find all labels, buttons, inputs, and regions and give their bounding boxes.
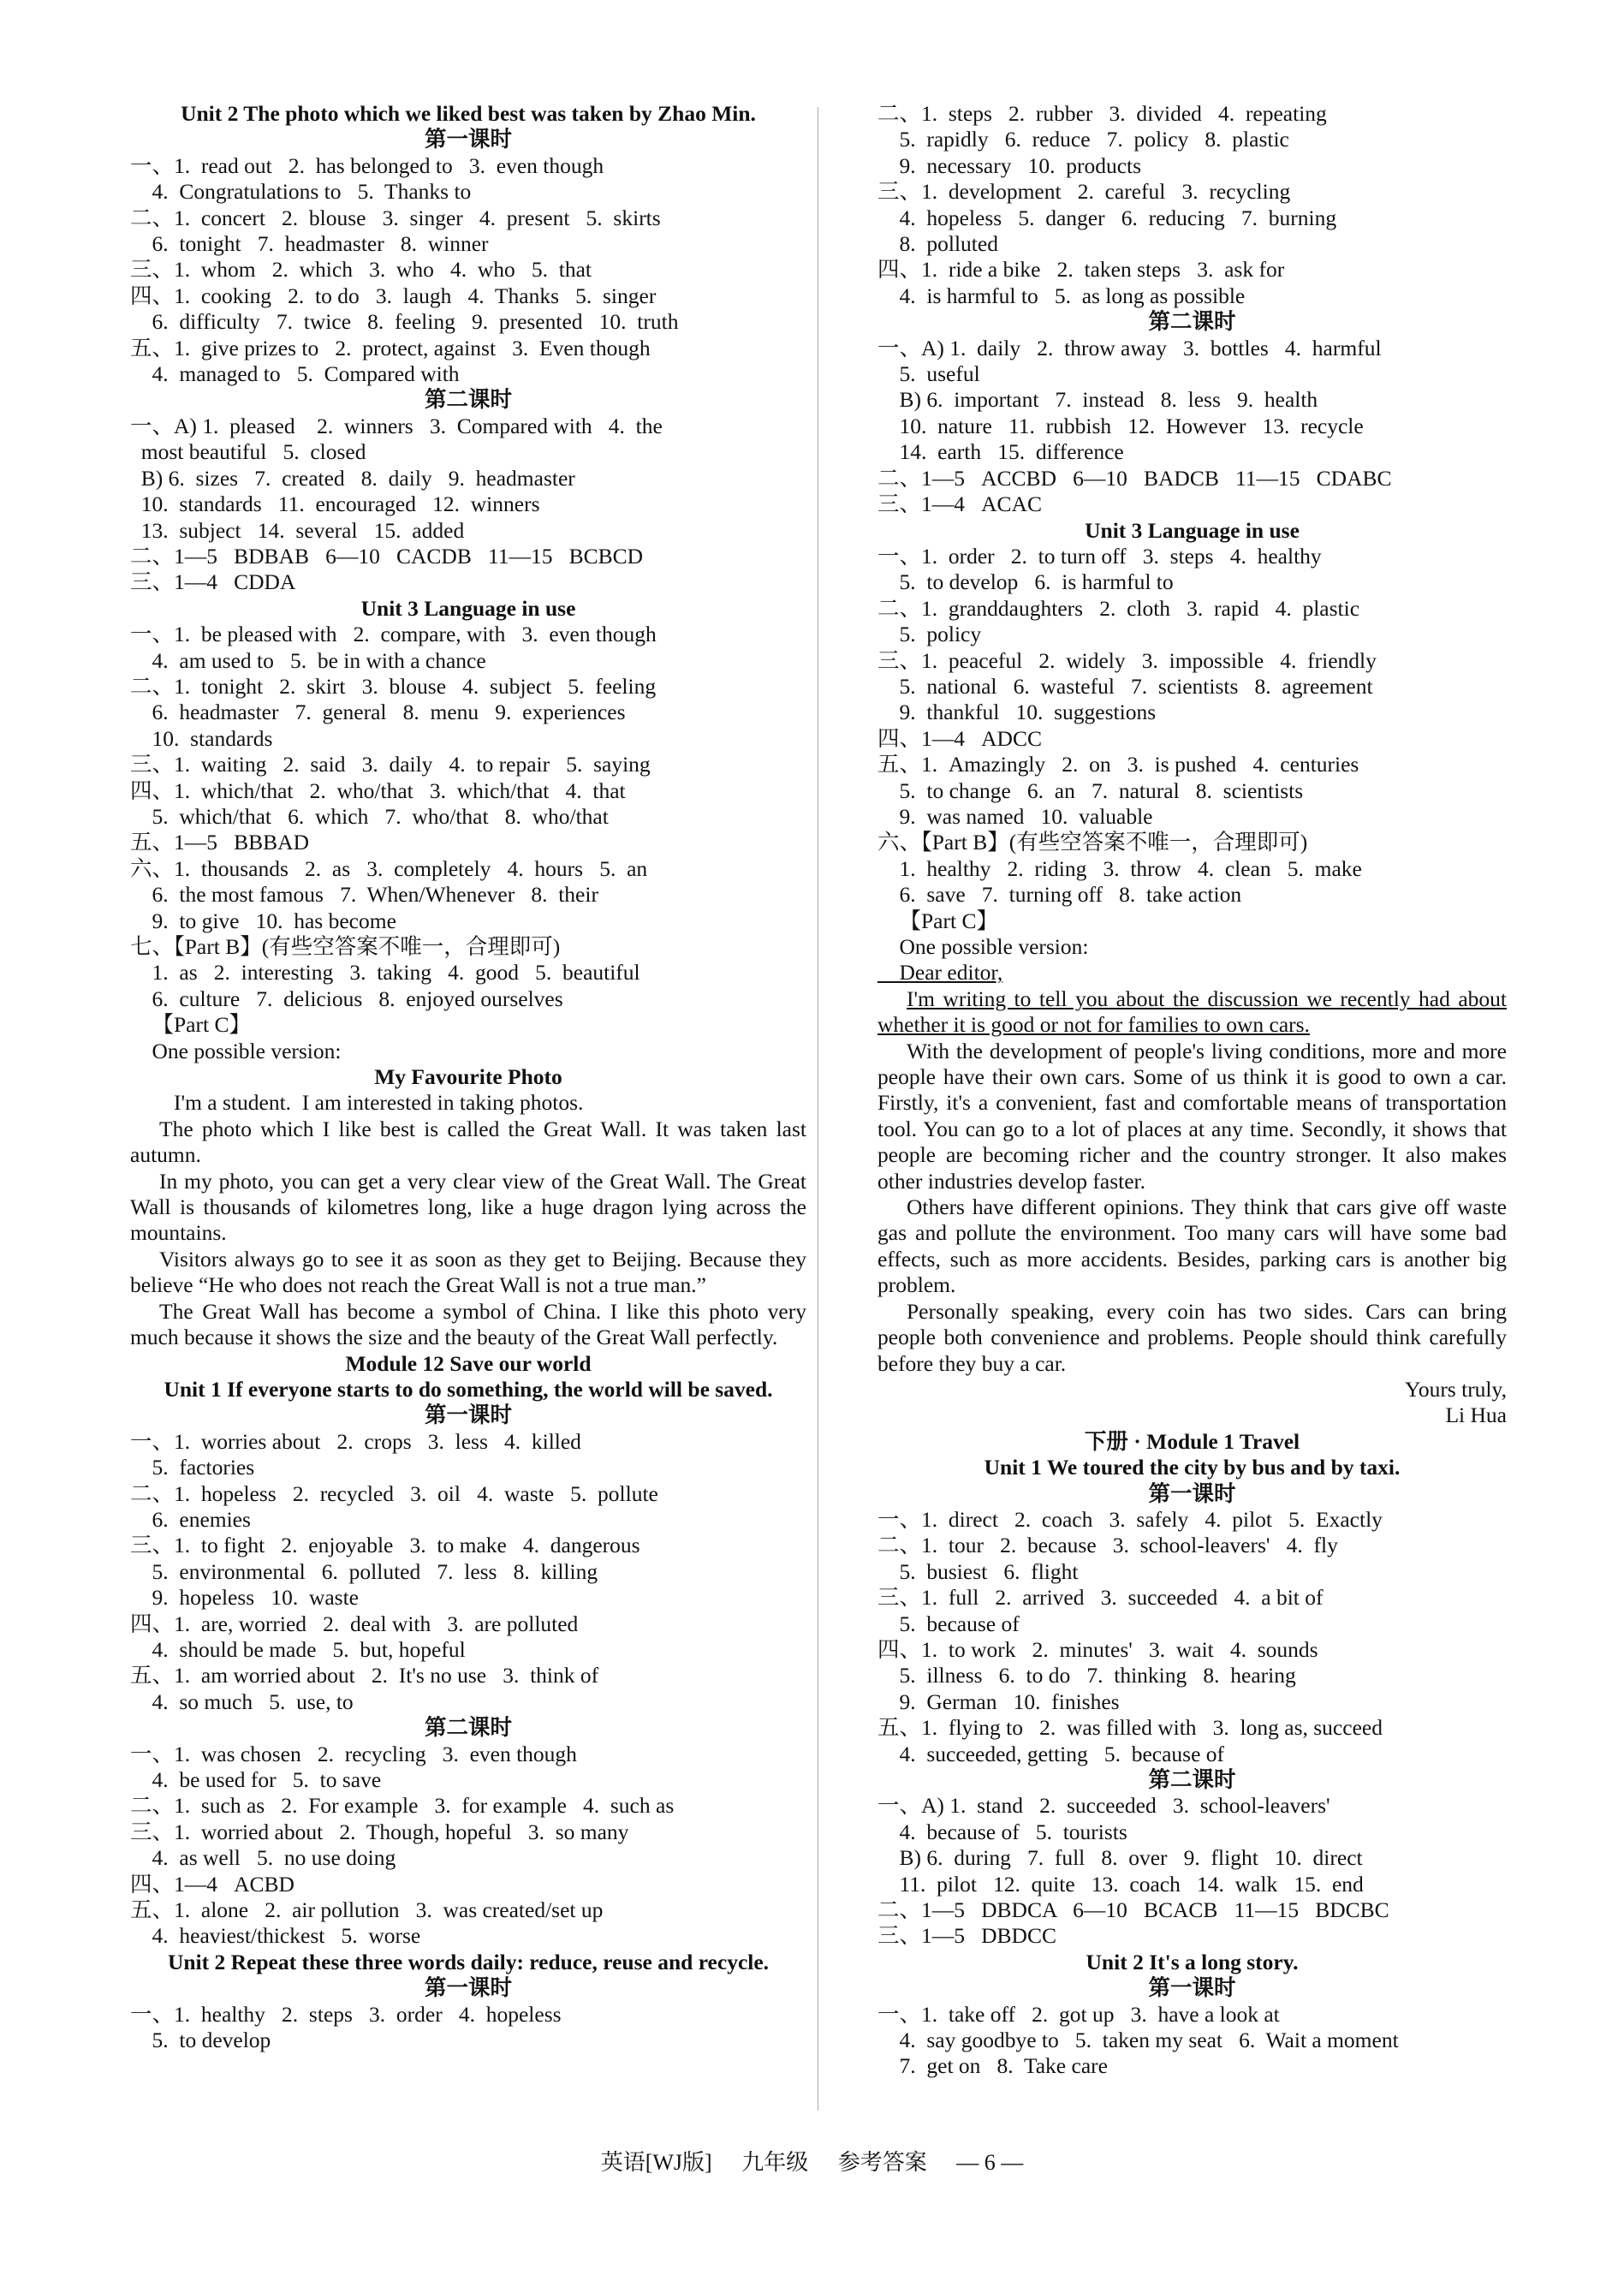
answer-line: 【Part C】	[130, 1012, 251, 1038]
answer-line: 1. healthy 2. riding 3. throw 4. clean 5. make	[877, 855, 1362, 881]
sub-heading: 第一课时	[424, 1403, 512, 1428]
answer-line: 5. rapidly 6. reduce 7. policy 8. plastic	[877, 127, 1289, 152]
answer-line: 二、1. such as 2. For example 3. for example 4. such as	[130, 1793, 675, 1819]
answer-line: 【Part C】	[877, 908, 998, 933]
salutation: Dear editor,	[877, 960, 1003, 986]
closing-line: Yours truly,	[1404, 1376, 1507, 1402]
answer-line: 二、1. tour 2. because 3. school-leavers' 4. fly	[877, 1533, 1338, 1558]
answer-line: 三、1—4 CDDA	[130, 569, 296, 595]
answer-line: 5. illness 6. to do 7. thinking 8. hearing	[877, 1663, 1296, 1688]
answer-line: 10. standards 11. encouraged 12. winners	[130, 491, 540, 517]
answer-line: 4. because of 5. tourists	[877, 1819, 1127, 1844]
answer-line: 4. be used for 5. to save	[130, 1767, 382, 1792]
heading: Unit 1 We toured the city by bus and by taxi.	[984, 1455, 1401, 1480]
answer-line: 六、【Part B】(有些空答案不唯一，合理即可)	[877, 830, 1308, 855]
paragraph: In my photo, you can get a very clear view of the Great Wall. The Great Wall is thousands of kilometres long, like a huge dragon lying across the mountains.	[130, 1168, 806, 1246]
paragraph: The Great Wall has become a symbol of China. I like this photo very much because it shows the size and the beauty of the Great Wall perfectly.	[130, 1298, 806, 1350]
answer-line: 一、1. order 2. to turn off 3. steps 4. healthy	[877, 543, 1322, 569]
answer-line: 四、1. to work 2. minutes' 3. wait 4. sounds	[877, 1636, 1318, 1662]
heading: Module 12 Save our world	[345, 1350, 592, 1376]
heading: My Favourite Photo	[374, 1064, 562, 1090]
heading: Unit 2 It's a long story.	[1086, 1949, 1299, 1974]
answer-line: 一、1. read out 2. has belonged to 3. even though	[130, 152, 604, 178]
answer-line: 5. because of	[877, 1611, 1020, 1636]
answer-line: I'm a student. I am interested in taking photos.	[130, 1090, 584, 1116]
answer-line: B) 6. important 7. instead 8. less 9. health	[877, 387, 1318, 413]
answer-line: 9. was named 10. valuable	[877, 803, 1153, 829]
answer-line: 14. earth 15. difference	[877, 439, 1124, 465]
paragraph: Visitors always go to see it as soon as they get to Beijing. Because they believe “He who does not reach the Great Wall is not a true man.”	[130, 1246, 806, 1298]
answer-line: 5. to develop 6. is harmful to	[877, 569, 1174, 595]
answer-line: 13. subject 14. several 15. added	[130, 517, 465, 543]
answer-line: 四、1—4 ADCC	[877, 725, 1042, 751]
answer-line: 五、1. alone 2. air pollution 3. was created/set up	[130, 1897, 604, 1923]
answer-line: 11. pilot 12. quite 13. coach 14. walk 15. end	[877, 1871, 1364, 1897]
answer-line: 一、1. was chosen 2. recycling 3. even though	[130, 1741, 577, 1766]
answer-line: 4. as well 5. no use doing	[130, 1845, 396, 1871]
answer-line: 四、1. ride a bike 2. taken steps 3. ask for	[877, 257, 1285, 283]
answer-line: 5. factories	[130, 1455, 255, 1480]
answer-line: One possible version:	[877, 934, 1089, 959]
answer-line: 一、1. healthy 2. steps 3. order 4. hopeless	[130, 2001, 562, 2027]
sub-heading: 第二课时	[424, 1715, 512, 1741]
answer-line: 一、1. take off 2. got up 3. have a look at	[877, 2001, 1280, 2027]
answer-line: 5. to change 6. an 7. natural 8. scientists	[877, 777, 1304, 803]
answer-line: 4. should be made 5. but, hopeful	[130, 1636, 466, 1662]
answer-line: 4. managed to 5. Compared with	[130, 361, 460, 387]
answer-line: 五、1. give prizes to 2. protect, against 3. Even though	[130, 335, 651, 360]
answer-line: 6. the most famous 7. When/Whenever 8. their	[130, 882, 598, 908]
answer-line: 9. hopeless 10. waste	[130, 1585, 360, 1611]
footer-page-number: — 6 —	[956, 2150, 1024, 2175]
answer-line: 5. busiest 6. flight	[877, 1558, 1079, 1584]
answer-line: B) 6. during 7. full 8. over 9. flight 10. direct	[877, 1845, 1363, 1871]
answer-line: 一、A) 1. stand 2. succeeded 3. school-leavers'	[877, 1793, 1330, 1819]
answer-line: 5. policy	[877, 622, 982, 647]
answer-line: 四、1. which/that 2. who/that 3. which/that 4. that	[130, 777, 626, 803]
paragraph: I'm writing to tell you about the discussion we recently had about whether it is good or not for families to own cars.	[877, 986, 1507, 1038]
answer-line: 三、1—4 ACAC	[877, 491, 1042, 517]
paragraph: Others have different opinions. They think that cars give off waste gas and pollute the environment. Too many cars will have some bad effects, such as more accidents. Besides, parking cars is another big problem.	[877, 1194, 1507, 1298]
heading: Unit 2 The photo which we liked best was taken by Zhao Min.	[181, 101, 756, 126]
right-column	[877, 101, 1507, 2080]
answer-line: 6. headmaster 7. general 8. menu 9. experiences	[130, 700, 626, 725]
answer-line: 4. say goodbye to 5. taken my seat 6. Wait a moment	[877, 2028, 1399, 2053]
answer-line: 4. succeeded, getting 5. because of	[877, 1741, 1225, 1766]
answer-line: 五、1. Amazingly 2. on 3. is pushed 4. centuries	[877, 752, 1359, 777]
answer-line: most beautiful 5. closed	[130, 439, 366, 465]
answer-line: 三、1. worried about 2. Though, hopeful 3. so many	[130, 1819, 629, 1844]
paragraph: With the development of people's living conditions, more and more people have their own cars. Some of us think it is good to own a car. Firstly, it's a convenient, fast and comfortable means of transportation tool. You can go to a lot of places at any time. Secondly, it shows that people are becoming richer and the country stronger. It also makes other industries develop faster.	[877, 1038, 1507, 1194]
answer-line: 5. environmental 6. polluted 7. less 8. killing	[130, 1558, 598, 1584]
answer-line: 三、1. development 2. careful 3. recycling	[877, 179, 1291, 205]
answer-line: 二、1—5 DBDCA 6—10 BCACB 11—15 BDCBC	[877, 1897, 1389, 1923]
answer-line: 6. culture 7. delicious 8. enjoyed ourselves	[130, 986, 563, 1011]
answer-line: 二、1—5 ACCBD 6—10 BADCB 11—15 CDABC	[877, 465, 1392, 491]
heading: 下册 · Module 1 Travel	[1084, 1428, 1300, 1454]
answer-line: 5. useful	[877, 361, 980, 387]
paragraph: The photo which I like best is called the Great Wall. It was taken last autumn.	[130, 1116, 806, 1168]
answer-line: 三、1. whom 2. which 3. who 4. who 5. that	[130, 257, 592, 283]
sub-heading: 第一课时	[1148, 1480, 1236, 1506]
sub-heading: 第一课时	[424, 127, 512, 152]
answer-line: 5. national 6. wasteful 7. scientists 8. agreement	[877, 673, 1373, 699]
answer-line: 二、1. tonight 2. skirt 3. blouse 4. subject 5. feeling	[130, 673, 657, 699]
answer-line: 三、1. full 2. arrived 3. succeeded 4. a bit of	[877, 1585, 1324, 1611]
answer-line: 二、1. granddaughters 2. cloth 3. rapid 4. plastic	[877, 595, 1360, 621]
answer-line: 二、1—5 BDBAB 6—10 CACDB 11—15 BCBCD	[130, 543, 644, 569]
answer-line: 9. necessary 10. products	[877, 152, 1142, 178]
left-column	[130, 101, 806, 2053]
page-footer	[0, 2145, 1624, 2177]
answer-line: B) 6. sizes 7. created 8. daily 9. headmaster	[130, 465, 575, 491]
answer-line: 1. as 2. interesting 3. taking 4. good 5. beautiful	[130, 960, 640, 986]
answer-line: 6. save 7. turning off 8. take action	[877, 882, 1242, 908]
answer-line: 9. thankful 10. suggestions	[877, 700, 1157, 725]
footer-label: 参考答案	[837, 2150, 927, 2175]
sub-heading: 第二课时	[1148, 1767, 1236, 1792]
heading: Unit 3 Language in use	[1085, 517, 1300, 543]
answer-line: 4. am used to 5. be in with a chance	[130, 647, 486, 673]
sub-heading: 第一课时	[1148, 1975, 1236, 2001]
answer-line: 三、1. to fight 2. enjoyable 3. to make 4. dangerous	[130, 1533, 640, 1558]
answer-line: 6. tonight 7. headmaster 8. winner	[130, 231, 489, 257]
answer-line: 9. German 10. finishes	[877, 1688, 1120, 1714]
answer-line: 三、1—5 DBDCC	[877, 1923, 1056, 1949]
answer-line: 一、1. direct 2. coach 3. safely 4. pilot 5. Exactly	[877, 1506, 1383, 1532]
answer-line: 一、A) 1. pleased 2. winners 3. Compared with 4. the	[130, 413, 663, 438]
answer-line: 8. polluted	[877, 231, 998, 257]
answer-line: 二、1. steps 2. rubber 3. divided 4. repeating	[877, 101, 1327, 126]
answer-line: 二、1. hopeless 2. recycled 3. oil 4. waste 5. pollute	[130, 1480, 658, 1506]
footer-grade: 九年级	[741, 2150, 809, 2175]
answer-line: 五、1—5 BBBAD	[130, 830, 309, 855]
answer-line: 五、1. flying to 2. was filled with 3. long as, succeed	[877, 1715, 1383, 1741]
answer-line: 4. heaviest/thickest 5. worse	[130, 1923, 421, 1949]
heading: Unit 1 If everyone starts to do something, the world will be saved.	[164, 1376, 773, 1402]
answer-line: 4. hopeless 5. danger 6. reducing 7. burning	[877, 205, 1337, 230]
answer-line: 一、1. be pleased with 2. compare, with 3. even though	[130, 622, 657, 647]
answer-line: 6. difficulty 7. twice 8. feeling 9. presented 10. truth	[130, 309, 679, 335]
answer-line: 一、A) 1. daily 2. throw away 3. bottles 4. harmful	[877, 335, 1382, 360]
sub-heading: 第一课时	[424, 1975, 512, 2001]
answer-line: One possible version:	[130, 1038, 342, 1063]
answer-line: 10. nature 11. rubbish 12. However 13. recycle	[877, 413, 1364, 438]
sub-heading: 第二课时	[1148, 309, 1236, 335]
answer-line: 7. get on 8. Take care	[877, 2053, 1108, 2079]
sub-heading: 第二课时	[424, 387, 512, 413]
closing-line: Li Hua	[1445, 1403, 1507, 1428]
answer-line: 5. to develop	[130, 2028, 271, 2053]
answer-line: 6. enemies	[130, 1506, 251, 1532]
answer-line: 七、【Part B】(有些空答案不唯一，合理即可)	[130, 934, 561, 959]
answer-line: 4. is harmful to 5. as long as possible	[877, 283, 1246, 308]
answer-line: 四、1—4 ACBD	[130, 1871, 294, 1897]
answer-line: 一、1. worries about 2. crops 3. less 4. killed	[130, 1428, 581, 1454]
heading: Unit 2 Repeat these three words daily: reduce, reuse and recycle.	[167, 1949, 770, 1974]
answer-line: 四、1. are, worried 2. deal with 3. are polluted	[130, 1611, 579, 1636]
paragraph: Personally speaking, every coin has two sides. Cars can bring people both convenience and problems. People should think carefully before they buy a car.	[877, 1298, 1507, 1376]
answer-line: 9. to give 10. has become	[130, 908, 396, 933]
answer-line: 五、1. am worried about 2. It's no use 3. think of	[130, 1663, 599, 1688]
answer-line: 三、1. waiting 2. said 3. daily 4. to repair 5. saying	[130, 752, 651, 777]
answer-line: 二、1. concert 2. blouse 3. singer 4. present 5. skirts	[130, 205, 661, 230]
answer-line: 四、1. cooking 2. to do 3. laugh 4. Thanks 5. singer	[130, 283, 657, 308]
footer-subject: 英语[WJ版]	[600, 2150, 712, 2175]
answer-line: 4. Congratulations to 5. Thanks to	[130, 179, 472, 205]
answer-line: 六、1. thousands 2. as 3. completely 4. hours 5. an	[130, 855, 648, 881]
heading: Unit 3 Language in use	[360, 595, 576, 621]
answer-line: 5. which/that 6. which 7. who/that 8. who/that	[130, 803, 609, 829]
answer-line: 10. standards	[130, 725, 273, 751]
answer-line: 4. so much 5. use, to	[130, 1688, 354, 1714]
answer-line: 三、1. peaceful 2. widely 3. impossible 4. friendly	[877, 647, 1377, 673]
